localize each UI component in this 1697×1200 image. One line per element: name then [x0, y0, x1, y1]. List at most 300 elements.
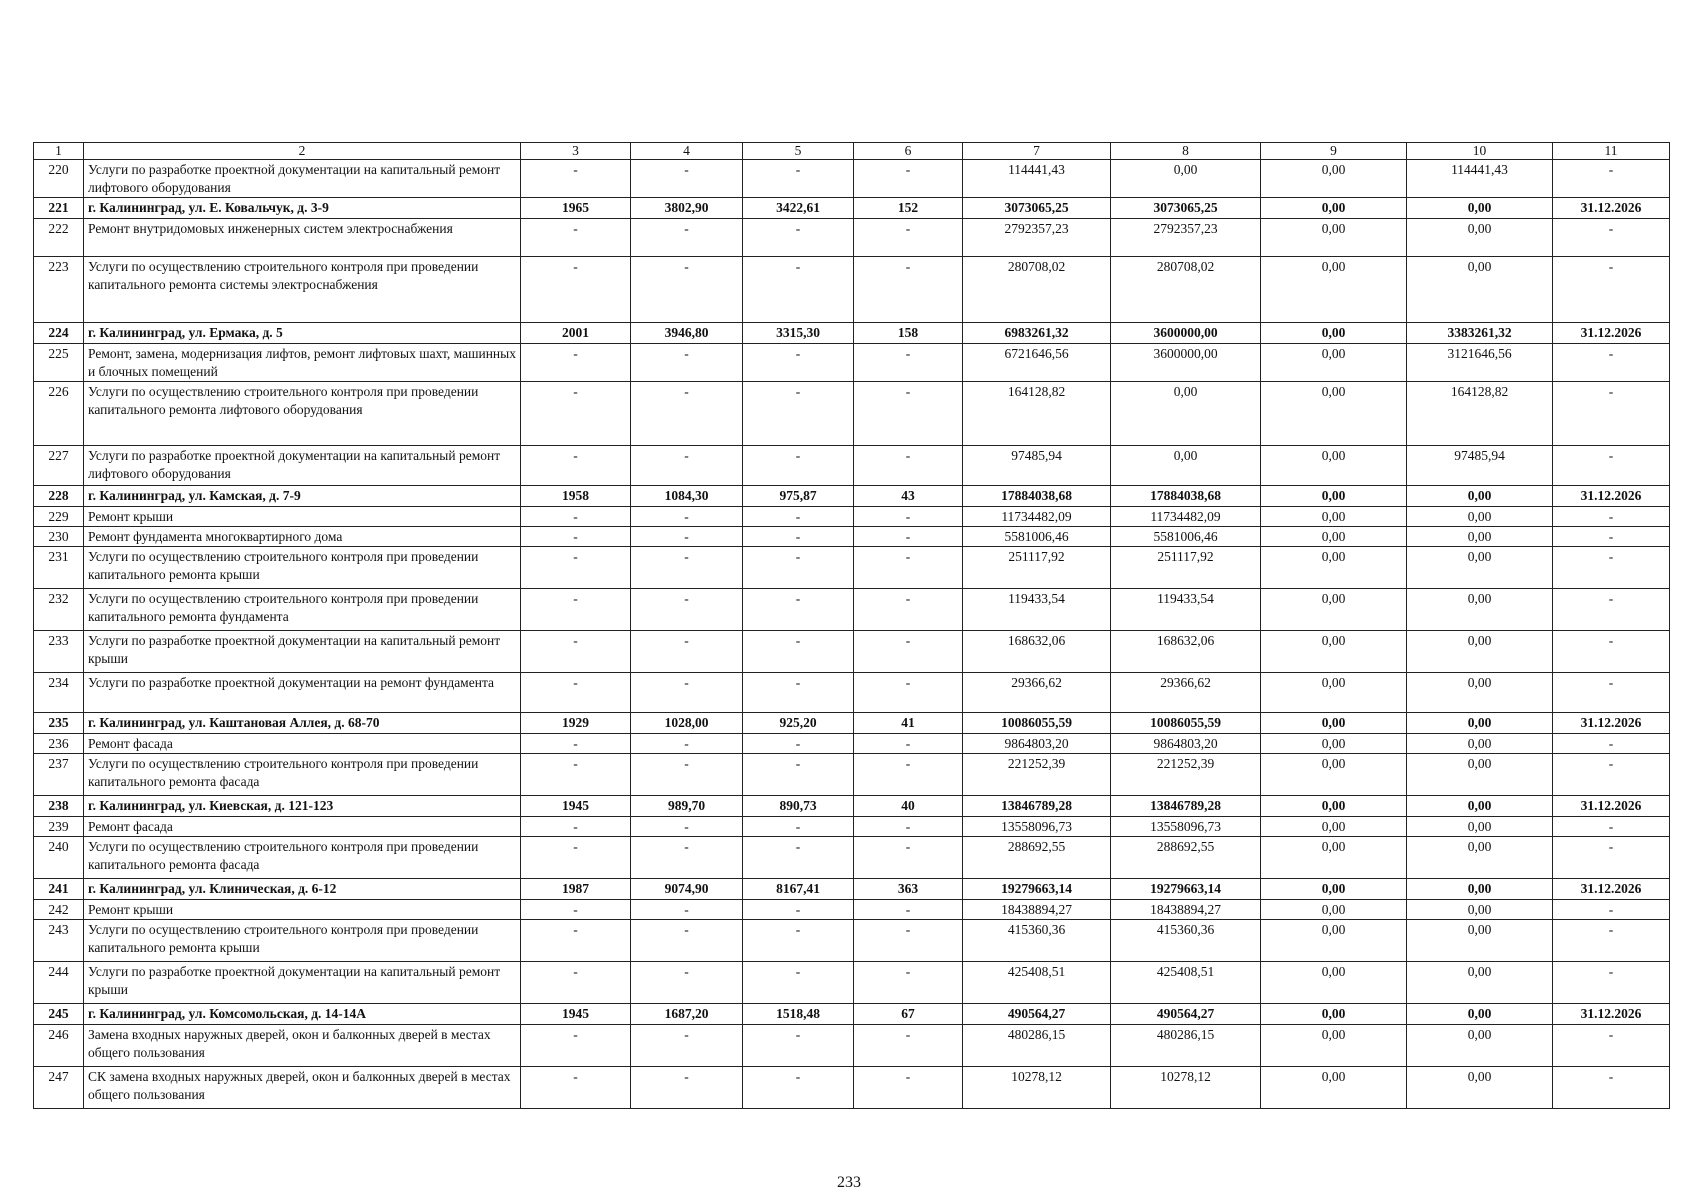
item-name: г. Калининград, ул. Клиническая, д. 6-12 — [84, 879, 521, 900]
fund-cost: 10278,12 — [1111, 1067, 1261, 1109]
row-number: 240 — [34, 837, 84, 879]
total-area: - — [631, 900, 743, 920]
residents: - — [854, 1067, 963, 1109]
living-area: 975,87 — [743, 486, 854, 507]
total-area: 989,70 — [631, 796, 743, 817]
owner-cost: 3121646,56 — [1407, 344, 1553, 382]
owner-cost: 0,00 — [1407, 527, 1553, 547]
table-row — [34, 547, 1670, 589]
owner-cost: 0,00 — [1407, 879, 1553, 900]
row-number: 237 — [34, 754, 84, 796]
fund-cost: 9864803,20 — [1111, 734, 1261, 754]
living-area: - — [743, 673, 854, 713]
owner-cost: 0,00 — [1407, 837, 1553, 879]
build-year: - — [521, 547, 631, 589]
deadline: 31.12.2026 — [1553, 879, 1670, 900]
total-cost: 17884038,68 — [963, 486, 1111, 507]
item-name: Ремонт крыши — [84, 507, 521, 527]
deadline: - — [1553, 673, 1670, 713]
budget-cost: 0,00 — [1261, 1004, 1407, 1025]
residents: - — [854, 734, 963, 754]
budget-cost: 0,00 — [1261, 754, 1407, 796]
fund-cost: 13558096,73 — [1111, 817, 1261, 837]
deadline: - — [1553, 1067, 1670, 1109]
owner-cost: 0,00 — [1407, 1067, 1553, 1109]
total-area: - — [631, 527, 743, 547]
deadline: 31.12.2026 — [1553, 486, 1670, 507]
build-year: 1929 — [521, 713, 631, 734]
residents: - — [854, 507, 963, 527]
column-number-7: 7 — [963, 143, 1111, 160]
budget-cost: 0,00 — [1261, 1025, 1407, 1067]
build-year: - — [521, 382, 631, 446]
living-area: - — [743, 160, 854, 198]
build-year: - — [521, 160, 631, 198]
build-year: - — [521, 1025, 631, 1067]
total-cost: 97485,94 — [963, 446, 1111, 486]
table-row — [34, 344, 1670, 382]
deadline: - — [1553, 1025, 1670, 1067]
row-number: 245 — [34, 1004, 84, 1025]
build-year: - — [521, 631, 631, 673]
total-area: - — [631, 1067, 743, 1109]
residents: 363 — [854, 879, 963, 900]
total-area: 1687,20 — [631, 1004, 743, 1025]
total-area: - — [631, 219, 743, 257]
table-row — [34, 257, 1670, 323]
living-area: - — [743, 631, 854, 673]
owner-cost: 0,00 — [1407, 900, 1553, 920]
total-area: - — [631, 754, 743, 796]
deadline: - — [1553, 734, 1670, 754]
residents: - — [854, 160, 963, 198]
item-name: Услуги по разработке проектной документации на капитальный ремонт лифтового оборудования — [84, 160, 521, 198]
living-area: - — [743, 962, 854, 1004]
residents: 152 — [854, 198, 963, 219]
fund-cost: 5581006,46 — [1111, 527, 1261, 547]
table-row — [34, 817, 1670, 837]
deadline: - — [1553, 527, 1670, 547]
budget-cost: 0,00 — [1261, 344, 1407, 382]
total-area: - — [631, 837, 743, 879]
budget-cost: 0,00 — [1261, 527, 1407, 547]
total-area: - — [631, 631, 743, 673]
budget-cost: 0,00 — [1261, 446, 1407, 486]
item-name: г. Калининград, ул. Комсомольская, д. 14-14А — [84, 1004, 521, 1025]
living-area: - — [743, 344, 854, 382]
column-number-1: 1 — [34, 143, 84, 160]
owner-cost: 0,00 — [1407, 713, 1553, 734]
page-number: 233 — [837, 1174, 861, 1191]
total-cost: 5581006,46 — [963, 527, 1111, 547]
residents: 67 — [854, 1004, 963, 1025]
capital-repair-table — [33, 142, 1670, 1109]
fund-cost: 168632,06 — [1111, 631, 1261, 673]
deadline: - — [1553, 631, 1670, 673]
row-number: 230 — [34, 527, 84, 547]
item-name: Услуги по осуществлению строительного контроля при проведении капитального ремонта фасада — [84, 837, 521, 879]
budget-cost: 0,00 — [1261, 486, 1407, 507]
fund-cost: 3600000,00 — [1111, 323, 1261, 344]
deadline: 31.12.2026 — [1553, 1004, 1670, 1025]
residents: - — [854, 962, 963, 1004]
total-cost: 3073065,25 — [963, 198, 1111, 219]
living-area: - — [743, 446, 854, 486]
build-year: - — [521, 837, 631, 879]
item-name: Ремонт внутридомовых инженерных систем электроснабжения — [84, 219, 521, 257]
item-name: Ремонт, замена, модернизация лифтов, ремонт лифтовых шахт, машинных и блочных помещений — [84, 344, 521, 382]
table-row — [34, 1067, 1670, 1109]
item-name: г. Калининград, ул. Ермака, д. 5 — [84, 323, 521, 344]
living-area: - — [743, 817, 854, 837]
item-name: Замена входных наружных дверей, окон и балконных дверей в местах общего пользования — [84, 1025, 521, 1067]
total-area: - — [631, 160, 743, 198]
build-year: 1958 — [521, 486, 631, 507]
living-area: 3315,30 — [743, 323, 854, 344]
column-number-10: 10 — [1407, 143, 1553, 160]
total-area: - — [631, 920, 743, 962]
item-name: Услуги по осуществлению строительного контроля при проведении капитального ремонта фасада — [84, 754, 521, 796]
fund-cost: 415360,36 — [1111, 920, 1261, 962]
fund-cost: 221252,39 — [1111, 754, 1261, 796]
row-number: 224 — [34, 323, 84, 344]
build-year: - — [521, 344, 631, 382]
owner-cost: 3383261,32 — [1407, 323, 1553, 344]
living-area: - — [743, 547, 854, 589]
item-name: Ремонт крыши — [84, 900, 521, 920]
owner-cost: 164128,82 — [1407, 382, 1553, 446]
build-year: - — [521, 527, 631, 547]
owner-cost: 0,00 — [1407, 631, 1553, 673]
fund-cost: 2792357,23 — [1111, 219, 1261, 257]
total-area: - — [631, 547, 743, 589]
deadline: 31.12.2026 — [1553, 796, 1670, 817]
fund-cost: 0,00 — [1111, 382, 1261, 446]
table-row — [34, 323, 1670, 344]
fund-cost: 251117,92 — [1111, 547, 1261, 589]
budget-cost: 0,00 — [1261, 920, 1407, 962]
deadline: 31.12.2026 — [1553, 323, 1670, 344]
owner-cost: 97485,94 — [1407, 446, 1553, 486]
total-area: 1028,00 — [631, 713, 743, 734]
total-cost: 6721646,56 — [963, 344, 1111, 382]
row-number: 232 — [34, 589, 84, 631]
row-number: 229 — [34, 507, 84, 527]
table-row — [34, 920, 1670, 962]
deadline: - — [1553, 920, 1670, 962]
owner-cost: 0,00 — [1407, 507, 1553, 527]
item-name: Ремонт фундамента многоквартирного дома — [84, 527, 521, 547]
budget-cost: 0,00 — [1261, 817, 1407, 837]
residents: 41 — [854, 713, 963, 734]
owner-cost: 0,00 — [1407, 257, 1553, 323]
table-row — [34, 754, 1670, 796]
row-number: 246 — [34, 1025, 84, 1067]
residents: - — [854, 382, 963, 446]
total-area: - — [631, 673, 743, 713]
item-name: г. Калининград, ул. Киевская, д. 121-123 — [84, 796, 521, 817]
table-row — [34, 734, 1670, 754]
build-year: 2001 — [521, 323, 631, 344]
owner-cost: 0,00 — [1407, 1004, 1553, 1025]
row-number: 241 — [34, 879, 84, 900]
total-cost: 10086055,59 — [963, 713, 1111, 734]
residents: - — [854, 589, 963, 631]
row-number: 225 — [34, 344, 84, 382]
budget-cost: 0,00 — [1261, 507, 1407, 527]
column-number-2: 2 — [84, 143, 521, 160]
deadline: - — [1553, 344, 1670, 382]
owner-cost: 0,00 — [1407, 486, 1553, 507]
fund-cost: 3073065,25 — [1111, 198, 1261, 219]
living-area: 890,73 — [743, 796, 854, 817]
owner-cost: 0,00 — [1407, 1025, 1553, 1067]
total-cost: 280708,02 — [963, 257, 1111, 323]
residents: - — [854, 673, 963, 713]
owner-cost: 0,00 — [1407, 673, 1553, 713]
owner-cost: 0,00 — [1407, 796, 1553, 817]
item-name: г. Калининград, ул. Е. Ковальчук, д. 3-9 — [84, 198, 521, 219]
item-name: Услуги по разработке проектной документации на капитальный ремонт крыши — [84, 631, 521, 673]
budget-cost: 0,00 — [1261, 257, 1407, 323]
item-name: Услуги по осуществлению строительного контроля при проведении капитального ремонта фундамента — [84, 589, 521, 631]
residents: - — [854, 631, 963, 673]
deadline: - — [1553, 837, 1670, 879]
living-area: 925,20 — [743, 713, 854, 734]
owner-cost: 0,00 — [1407, 817, 1553, 837]
residents: - — [854, 837, 963, 879]
living-area: - — [743, 1025, 854, 1067]
owner-cost: 0,00 — [1407, 589, 1553, 631]
table-row — [34, 1025, 1670, 1067]
residents: - — [854, 817, 963, 837]
build-year: - — [521, 507, 631, 527]
residents: 158 — [854, 323, 963, 344]
budget-cost: 0,00 — [1261, 382, 1407, 446]
build-year: - — [521, 673, 631, 713]
table-row — [34, 673, 1670, 713]
build-year: - — [521, 589, 631, 631]
total-cost: 288692,55 — [963, 837, 1111, 879]
build-year: 1945 — [521, 796, 631, 817]
row-number: 222 — [34, 219, 84, 257]
total-cost: 13846789,28 — [963, 796, 1111, 817]
item-name: Услуги по разработке проектной документации на ремонт фундамента — [84, 673, 521, 713]
table-row — [34, 1004, 1670, 1025]
residents: - — [854, 527, 963, 547]
column-number-6: 6 — [854, 143, 963, 160]
living-area: - — [743, 527, 854, 547]
total-area: 9074,90 — [631, 879, 743, 900]
residents: 43 — [854, 486, 963, 507]
total-cost: 221252,39 — [963, 754, 1111, 796]
residents: - — [854, 754, 963, 796]
item-name: Услуги по разработке проектной документации на капитальный ремонт лифтового оборудования — [84, 446, 521, 486]
column-number-9: 9 — [1261, 143, 1407, 160]
table-row — [34, 713, 1670, 734]
row-number: 243 — [34, 920, 84, 962]
table-row — [34, 527, 1670, 547]
row-number: 247 — [34, 1067, 84, 1109]
owner-cost: 0,00 — [1407, 920, 1553, 962]
fund-cost: 17884038,68 — [1111, 486, 1261, 507]
residents: 40 — [854, 796, 963, 817]
item-name: г. Калининград, ул. Каштановая Аллея, д. 68-70 — [84, 713, 521, 734]
table-row — [34, 837, 1670, 879]
living-area: 1518,48 — [743, 1004, 854, 1025]
total-cost: 10278,12 — [963, 1067, 1111, 1109]
fund-cost: 280708,02 — [1111, 257, 1261, 323]
budget-cost: 0,00 — [1261, 837, 1407, 879]
total-cost: 6983261,32 — [963, 323, 1111, 344]
budget-cost: 0,00 — [1261, 962, 1407, 1004]
row-number: 244 — [34, 962, 84, 1004]
living-area: - — [743, 734, 854, 754]
owner-cost: 0,00 — [1407, 754, 1553, 796]
fund-cost: 425408,51 — [1111, 962, 1261, 1004]
item-name: Услуги по разработке проектной документации на капитальный ремонт крыши — [84, 962, 521, 1004]
living-area: - — [743, 257, 854, 323]
total-cost: 19279663,14 — [963, 879, 1111, 900]
budget-cost: 0,00 — [1261, 547, 1407, 589]
residents: - — [854, 920, 963, 962]
table-row — [34, 589, 1670, 631]
fund-cost: 11734482,09 — [1111, 507, 1261, 527]
total-area: 1084,30 — [631, 486, 743, 507]
deadline: - — [1553, 900, 1670, 920]
item-name: Ремонт фасада — [84, 817, 521, 837]
build-year: - — [521, 219, 631, 257]
budget-cost: 0,00 — [1261, 713, 1407, 734]
living-area: - — [743, 219, 854, 257]
residents: - — [854, 344, 963, 382]
build-year: - — [521, 920, 631, 962]
table-row — [34, 198, 1670, 219]
build-year: 1987 — [521, 879, 631, 900]
total-cost: 29366,62 — [963, 673, 1111, 713]
column-number-8: 8 — [1111, 143, 1261, 160]
budget-cost: 0,00 — [1261, 219, 1407, 257]
deadline: - — [1553, 589, 1670, 631]
total-area: - — [631, 962, 743, 1004]
deadline: - — [1553, 754, 1670, 796]
fund-cost: 10086055,59 — [1111, 713, 1261, 734]
row-number: 226 — [34, 382, 84, 446]
budget-cost: 0,00 — [1261, 589, 1407, 631]
item-name: г. Калининград, ул. Камская, д. 7-9 — [84, 486, 521, 507]
budget-cost: 0,00 — [1261, 160, 1407, 198]
total-cost: 9864803,20 — [963, 734, 1111, 754]
deadline: - — [1553, 962, 1670, 1004]
table-row — [34, 219, 1670, 257]
table-row — [34, 962, 1670, 1004]
deadline: - — [1553, 160, 1670, 198]
living-area: - — [743, 920, 854, 962]
row-number: 239 — [34, 817, 84, 837]
deadline: 31.12.2026 — [1553, 198, 1670, 219]
budget-cost: 0,00 — [1261, 198, 1407, 219]
living-area: - — [743, 589, 854, 631]
total-area: - — [631, 446, 743, 486]
total-area: - — [631, 589, 743, 631]
living-area: - — [743, 382, 854, 446]
living-area: - — [743, 754, 854, 796]
budget-cost: 0,00 — [1261, 900, 1407, 920]
deadline: - — [1553, 547, 1670, 589]
build-year: - — [521, 754, 631, 796]
deadline: - — [1553, 382, 1670, 446]
row-number: 238 — [34, 796, 84, 817]
deadline: - — [1553, 507, 1670, 527]
build-year: - — [521, 900, 631, 920]
fund-cost: 480286,15 — [1111, 1025, 1261, 1067]
total-cost: 251117,92 — [963, 547, 1111, 589]
living-area: - — [743, 1067, 854, 1109]
row-number: 231 — [34, 547, 84, 589]
column-number-11: 11 — [1553, 143, 1670, 160]
fund-cost: 288692,55 — [1111, 837, 1261, 879]
total-area: 3802,90 — [631, 198, 743, 219]
build-year: - — [521, 817, 631, 837]
residents: - — [854, 257, 963, 323]
total-cost: 164128,82 — [963, 382, 1111, 446]
total-cost: 415360,36 — [963, 920, 1111, 962]
owner-cost: 0,00 — [1407, 547, 1553, 589]
build-year: - — [521, 446, 631, 486]
build-year: - — [521, 257, 631, 323]
total-cost: 425408,51 — [963, 962, 1111, 1004]
budget-cost: 0,00 — [1261, 796, 1407, 817]
total-area: - — [631, 1025, 743, 1067]
total-area: - — [631, 344, 743, 382]
table-row — [34, 900, 1670, 920]
living-area: 8167,41 — [743, 879, 854, 900]
fund-cost: 13846789,28 — [1111, 796, 1261, 817]
item-name: Ремонт фасада — [84, 734, 521, 754]
total-area: - — [631, 507, 743, 527]
table-row — [34, 486, 1670, 507]
deadline: - — [1553, 257, 1670, 323]
item-name: Услуги по осуществлению строительного контроля при проведении капитального ремонта лифтового оборудования — [84, 382, 521, 446]
row-number: 223 — [34, 257, 84, 323]
table-row — [34, 446, 1670, 486]
fund-cost: 0,00 — [1111, 160, 1261, 198]
table-row — [34, 507, 1670, 527]
table-row — [34, 160, 1670, 198]
table-row — [34, 879, 1670, 900]
residents: - — [854, 446, 963, 486]
total-cost: 490564,27 — [963, 1004, 1111, 1025]
row-number: 221 — [34, 198, 84, 219]
owner-cost: 0,00 — [1407, 198, 1553, 219]
table-row — [34, 631, 1670, 673]
total-cost: 2792357,23 — [963, 219, 1111, 257]
total-area: - — [631, 734, 743, 754]
total-area: - — [631, 382, 743, 446]
row-number: 235 — [34, 713, 84, 734]
total-cost: 119433,54 — [963, 589, 1111, 631]
column-number-4: 4 — [631, 143, 743, 160]
row-number: 227 — [34, 446, 84, 486]
item-name: Услуги по осуществлению строительного контроля при проведении капитального ремонта крыши — [84, 920, 521, 962]
fund-cost: 18438894,27 — [1111, 900, 1261, 920]
row-number: 236 — [34, 734, 84, 754]
item-name: СК замена входных наружных дверей, окон и балконных дверей в местах общего пользования — [84, 1067, 521, 1109]
fund-cost: 0,00 — [1111, 446, 1261, 486]
table-row — [34, 382, 1670, 446]
living-area: - — [743, 900, 854, 920]
build-year: 1965 — [521, 198, 631, 219]
